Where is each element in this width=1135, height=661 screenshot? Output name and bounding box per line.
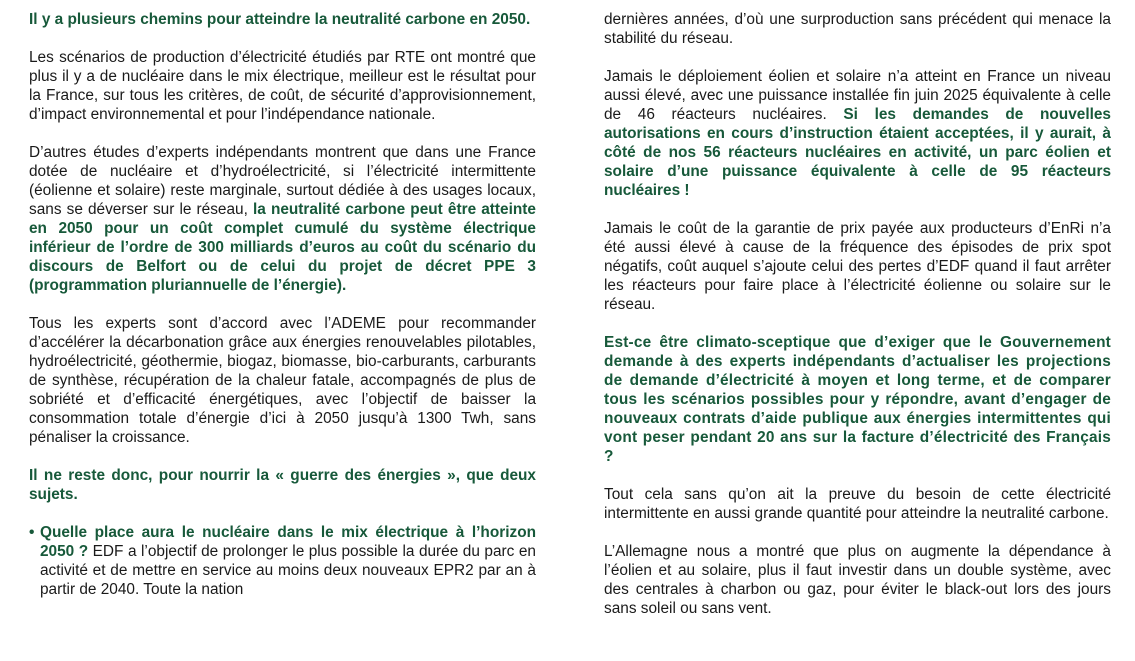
list-item bbox=[29, 523, 536, 599]
list-item-question: Quelle place aura le nucléaire dans le mix électrique à l’horizon 2050 ? bbox=[40, 524, 536, 560]
paragraph-ademe: Tous les experts sont d’accord avec l’ADEME pour recommander d’accélérer la décarbonation grâce aux énergies renouvelables pilotables, hydroélectricité, géothermie, biogaz, biomasse, bio-carburants, carburants de synthèse, récupération de la chaleur fatale, accompagnés de plus de sobriété et d’efficacité énergétiques, avec l’objectif de baisser la consommation totale d’énergie d’ici à 2050 jusqu’à 1300 Twh, sans pénaliser la croissance. bbox=[29, 315, 536, 446]
paragraph-independent-studies-highlight: la neutralité carbone peut être atteinte en 2050 pour un coût complet cumulé du système électrique inférieur de l’ordre de 300 milliards d’euros au coût du scénario du discours de Belfort ou de celui du projet de décret PPE 3 (programmation pluriannuelle de l’énergie). bbox=[29, 201, 536, 294]
paragraph-deployment-text: Jamais le déploiement éolien et solaire n’a atteint en France un niveau aussi élevé, avec une puissance installée fin juin 2025 équivalente à celle de 46 réacteurs nucléaires. bbox=[604, 68, 1111, 123]
paragraph-independent-studies bbox=[29, 143, 536, 295]
paragraph-germany: L’Allemagne nous a montré que plus on augmente la dépendance à l’éolien et au solaire, plus il faut investir dans un double système, avec des centrales à charbon ou gaz, pour éviter le black-out lors des jours sans soleil ou sans vent. bbox=[604, 543, 1111, 617]
paragraph-question: Est-ce être climato-sceptique que d’exiger que le Gouvernement demande à des experts indépendants d’actualiser les projections de demande d’électricité à moyen et long terme, et de comparer tous les scénarios possibles pour y répondre, avant d’engager de nouveaux contrats d’aide publique aux énergies intermittentes qui vont peser pendant 20 ans sur la facture d’électricité des Français ? bbox=[604, 334, 1111, 465]
paragraph-overproduction: dernières années, d’où une surproduction sans précédent qui menace la stabilité du réseau. bbox=[604, 11, 1111, 47]
paragraph-price-guarantee: Jamais le coût de la garantie de prix payée aux producteurs d’EnRi n’a été aussi élevé à cause de la fréquence des épisodes de prix spot négatifs, coût auquel s’ajoute celui des pertes d’EDF quand il faut arrêter les réacteurs pour faire place à l’électricité éolienne ou solaire sur le réseau. bbox=[604, 220, 1111, 313]
list-item-text: EDF a l’objectif de prolonger le plus possible la durée du parc en activité et de mettre en service au moins deux nouveaux EPR2 par an à partir de 2040. Toute la nation bbox=[40, 543, 536, 598]
paragraph-deployment-highlight: Si les demandes de nouvelles autorisations en cours d’instruction étaient acceptées, il y aurait, à côté de nos 56 réacteurs nucléaires en activité, un parc éolien et solaire d’une puissance équivalente à celle de 95 réacteurs nucléaires ! bbox=[604, 106, 1111, 199]
paragraph-independent-studies-text: D’autres études d’experts indépendants montrent que dans une France dotée de nucléaire et d’hydroélectricité, si l’électricité intermittente (éolienne et solaire) reste marginale, surtout dédiée à des usages locaux, sans se déverser sur le réseau, bbox=[29, 144, 536, 218]
paragraph-deployment bbox=[604, 67, 1111, 200]
right-column bbox=[604, 10, 1111, 637]
heading-two-subjects: Il ne reste donc, pour nourrir la « guerre des énergies », que deux sujets. bbox=[29, 467, 536, 503]
subjects-list bbox=[29, 523, 536, 599]
heading-neutrality-paths: Il y a plusieurs chemins pour atteindre la neutralité carbone en 2050. bbox=[29, 11, 531, 28]
paragraph-rte-scenarios: Les scénarios de production d’électricité étudiés par RTE ont montré que plus il y a de nucléaire dans le mix électrique, meilleur est le résultat pour la France, sur tous les critères, de coût, de sécurité d’approvisionnement, d’impact environnemental et pour l’indépendance nationale. bbox=[29, 49, 536, 123]
bullet-icon: • bbox=[29, 524, 35, 541]
paragraph-no-proof: Tout cela sans qu’on ait la preuve du besoin de cette électricité intermittente en aussi grande quantité pour atteindre la neutralité carbone. bbox=[604, 486, 1111, 522]
left-column bbox=[29, 10, 536, 599]
